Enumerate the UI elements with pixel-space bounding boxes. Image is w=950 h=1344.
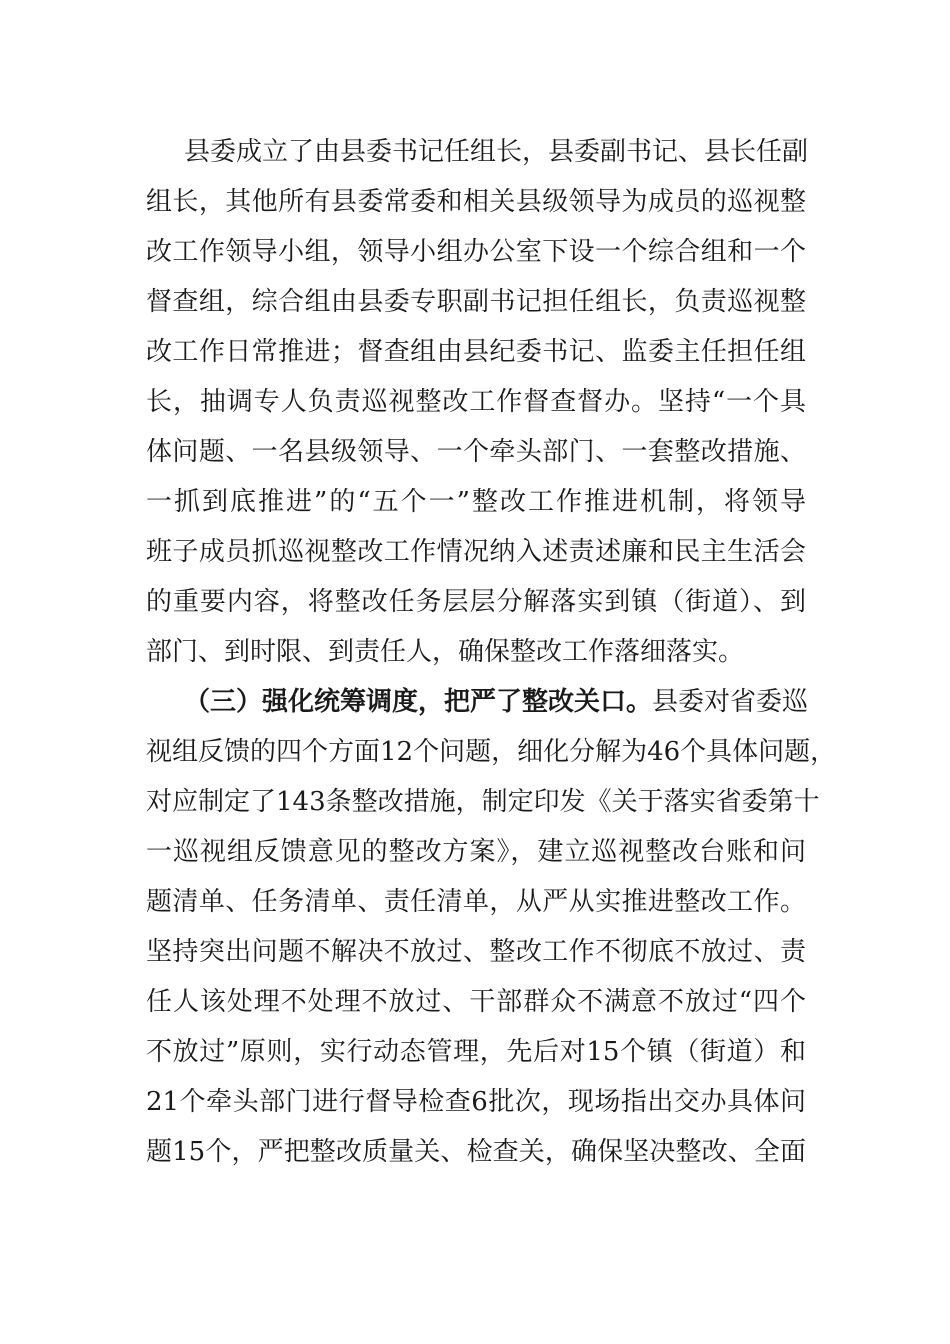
paragraph-2-line-5: 题清单、任务清单、责任清单，从严从实推进整改工作。 xyxy=(146,887,806,917)
paragraph-2-line-7: 任人该处理不处理不放过、干部群众不满意不放过“四个 xyxy=(146,987,806,1017)
paragraph-1-line-1: 县委成立了由县委书记任组长，县委副书记、县长任副 xyxy=(184,137,809,167)
paragraph-2-line-4: 一巡视组反馈意见的整改方案》，建立巡视整改台账和问 xyxy=(146,837,806,867)
paragraph-1-line-9: 班子成员抓巡视整改工作情况纳入述责述廉和民主生活会 xyxy=(146,537,806,567)
paragraph-1-line-7: 体问题、一名县级领导、一个牵头部门、一套整改措施、 xyxy=(146,437,806,467)
paragraph-1-line-2: 组长，其他所有县委常委和相关县级领导为成员的巡视整 xyxy=(146,187,806,217)
section-heading: （三）强化统筹调度，把严了整改关口。 xyxy=(184,687,653,717)
paragraph-2-line-8: 不放过”原则，实行动态管理，先后对15个镇（街道）和 xyxy=(146,1037,806,1067)
paragraph-2-line-2: 视组反馈的四个方面12个问题，细化分解为46个具体问题， xyxy=(146,737,837,767)
paragraph-2-line-9: 21个牵头部门进行督导检查6批次，现场指出交办具体问 xyxy=(146,1087,806,1117)
paragraph-1-line-3: 改工作领导小组，领导小组办公室下设一个综合组和一个 xyxy=(146,237,806,267)
paragraph-1-line-10: 的重要内容，将整改任务层层分解落实到镇（街道）、到 xyxy=(146,587,806,617)
paragraph-2-line-10: 题15个，严把整改质量关、检查关，确保坚决整改、全面 xyxy=(146,1137,806,1167)
paragraph-2-line-1-rest: 县委对省委巡 xyxy=(652,687,809,717)
paragraph-2-line-6: 坚持突出问题不解决不放过、整改工作不彻底不放过、责 xyxy=(146,937,806,967)
paragraph-1-line-5: 改工作日常推进；督查组由县纪委书记、监委主任担任组 xyxy=(146,337,806,367)
paragraph-1-line-8: 一抓到底推进”的“五个一”整改工作推进机制，将领导 xyxy=(146,487,806,517)
paragraph-1-line-11: 部门、到时限、到责任人，确保整改工作落细落实。 xyxy=(146,637,745,667)
paragraph-1-line-6: 长，抽调专人负责巡视整改工作督查督办。坚持“一个具 xyxy=(146,387,806,417)
paragraph-2-line-1 xyxy=(184,687,809,717)
paragraph-1-line-4: 督查组，综合组由县委专职副书记担任组长，负责巡视整 xyxy=(146,287,806,317)
paragraph-2-line-3: 对应制定了143条整改措施，制定印发《关于落实省委第十 xyxy=(146,787,820,817)
